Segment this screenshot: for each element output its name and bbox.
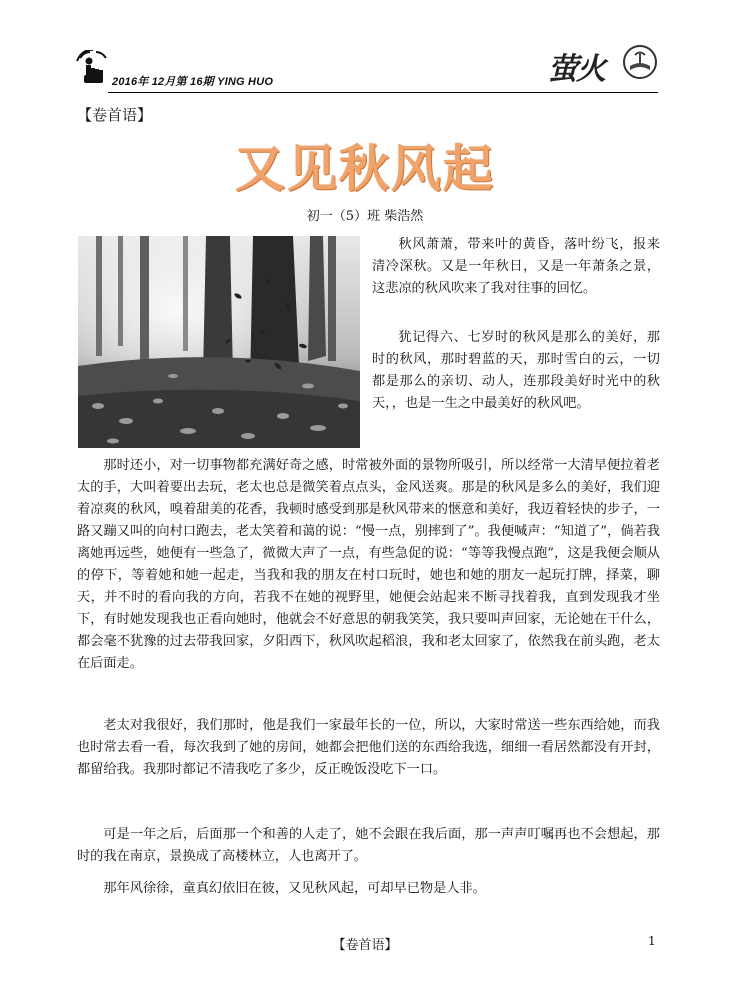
signal-hand-icon	[74, 50, 108, 84]
paragraph-6: 那年风徐徐，童真幻依旧在彼，又见秋风起，可却早已物是人非。	[103, 881, 486, 896]
book-emblem-icon	[622, 44, 658, 80]
section-tag: 【卷首语】	[77, 106, 153, 124]
article-author: 初一（5）班 柴浩然	[306, 209, 424, 224]
paragraph-2: 犹记得六、七岁时的秋风是那么的美好，那时的秋风，那时碧蓝的天，那时雪白的云，一切都是那么的亲切、动人，连那段美好时光中的秋天，，也是一生之中最美好的秋风吧。	[372, 330, 660, 411]
page-number: 1	[648, 934, 656, 948]
paragraph-4: 老太对我很好，我们那时，他是我们一家最年长的一位，所以，大家时常送一些东西给她，而我也时常去看一看，每次我到了她的房间，她都会把他们送的东西给我选，细细一看居然都没有开封，都留给我。我那时都记不清我吃了多少，反正晚饭没吃下一口。	[77, 718, 660, 777]
footer-section-tag: 【卷首语】	[332, 938, 398, 953]
issue-info: 2016年 12月第 16期 YING HUO	[112, 76, 274, 88]
autumn-leaves-photo	[78, 236, 360, 448]
paragraph-1: 秋风萧萧，带来叶的黄昏，落叶纷飞，报来清冷深秋。又是一年秋日，又是一年萧条之景，这悲凉的秋风吹来了我对往事的回忆。	[372, 237, 660, 296]
paragraph-5: 可是一年之后，后面那一个和善的人走了，她不会跟在我后面，那一声声叮嘱再也不会想起，那时的我在南京，景换成了高楼林立，人也离开了。	[77, 827, 660, 864]
magazine-brand	[548, 42, 660, 86]
article-title: 又见秋风起	[235, 140, 495, 198]
brand-name: 萤火	[548, 52, 604, 87]
paragraph-3: 那时还小，对一切事物都充满好奇之感，时常被外面的景物所吸引，所以经常一大清早便拉着老太的手，大叫着要出去玩，老太也总是微笑着点点头，金风送爽。那是的秋风是多么的美好，我们迎着凉爽的秋风，嗅着甜美的花香，我顿时感受到那是秋风带来的惬意和美好，我迈着轻快的步子，一路又蹦又叫的向村口跑去，老太笑着和蔼的说：“慢一点，别摔到了”。我便喊声：“知道了”，倘若我离她再远些，她便有一些急了，微微大声了一点，有些急促的说：“等等我慢点跑”，这是我便会顺从的停下，等着她和她一起走，当我和我的朋友在村口玩时，她也和她的朋友一起玩打牌，择菜，聊天，并不时的看向我的方向，若我不在她的视野里，她便会站起来不断寻找着我，直到发现我才坐下，有时她发现我也正看向她时，他就会不好意思的朝我笑笑，我只要叫声回家，无论她在干什么，都会毫不犹豫的过去带我回家，夕阳西下，秋风吹起稻浪，我和老太回家了，依然我在前头跑，老太在后面走。	[77, 458, 660, 671]
header-divider	[108, 92, 658, 93]
